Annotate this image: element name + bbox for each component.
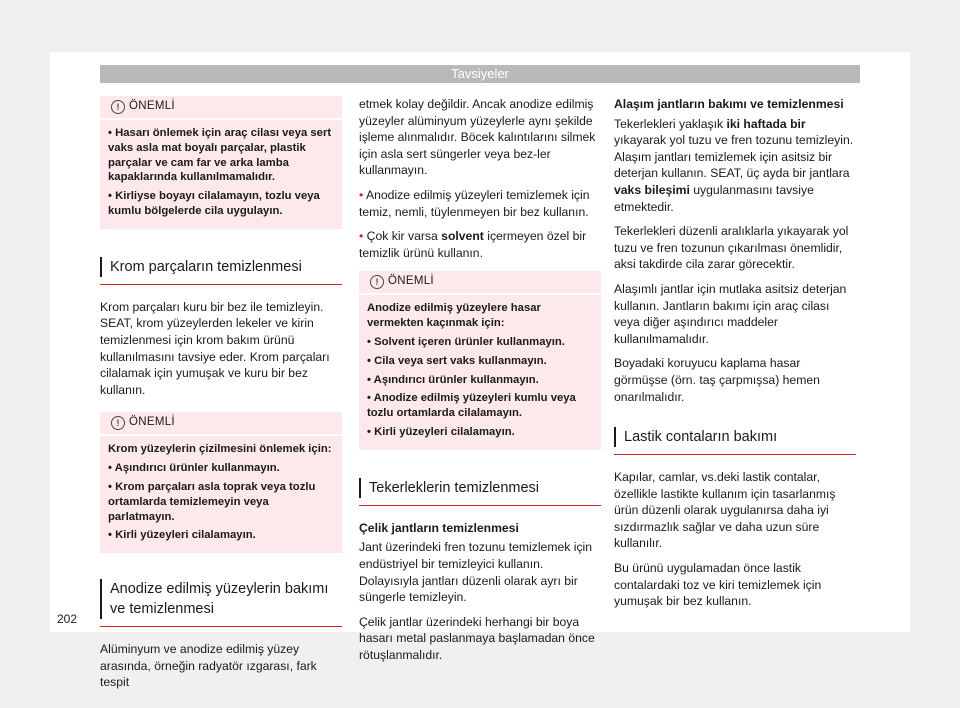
- list-item: • Çok kir varsa solvent içermeyen özel bir temizlik ürünü kullanın.: [359, 229, 587, 260]
- page-header: Tavsiyeler: [100, 65, 860, 83]
- section-title: Lastik contaların bakımı: [624, 429, 778, 446]
- paragraph: Boyadaki koruyucu kaplama hasar görmüşse (örn. taş çarpmışsa) hemen onarılmalıdır.: [614, 356, 820, 404]
- bullet-icon: •: [359, 229, 364, 244]
- note-item: • Kirli yüzeyleri cilalamayın.: [108, 529, 256, 542]
- note-title: ÖNEMLİ: [388, 275, 434, 288]
- section-title: Tekerleklerin temizlenmesi: [369, 479, 540, 496]
- paragraph: Alaşımlı jantlar için mutlaka asitsiz deterjan kullanın. Jantların bakımı için araç cilası veya diğer aşındırıcı maddeler kullanılmamalıdır.: [614, 281, 847, 346]
- list-item: • Anodize edilmiş yüzeyleri temizlemek için temiz, nemli, tüylenmeyen bir bez kullanın.: [359, 187, 590, 219]
- paragraph: Tekerlekleri yaklaşık iki haftada bir yıkayarak yol tuzu ve fren tozunu temizleyin. Alaşım jantları temizlemek için asitsiz bir deterjan kullanın. SEAT, üç ayda bir jantlara vaks bileşimi uygulanmasını tavsiye etmektedir.: [614, 116, 854, 214]
- bullet-icon: •: [359, 187, 364, 202]
- note-title: ÖNEMLİ: [129, 100, 175, 112]
- info-circle-icon: !: [111, 100, 125, 114]
- warning-note: [359, 271, 601, 449]
- warning-note: [100, 96, 342, 229]
- paragraph: Bu ürünü uygulamadan önce lastik contalardaki toz ve kiri temizlemek için yumuşak bir bez kullanın.: [614, 561, 822, 609]
- paragraph: Kapılar, camlar, vs.deki lastik contalar, özellikle lastikte kullanım için tasarlanmış ürün düzenli olarak uygulanırsa daha iyi sızdırmazlık sağlar ve daha uzun süre kullanılır.: [614, 470, 836, 551]
- note-item: • Aşındırıcı ürünler kullanmayın.: [367, 373, 539, 386]
- column-3: [614, 96, 856, 618]
- info-circle-icon: !: [370, 275, 384, 289]
- note-item: • Solvent içeren ürünler kullanmayın.: [367, 335, 565, 348]
- section-heading: [100, 579, 342, 627]
- page-number: 202: [57, 612, 78, 626]
- section-heading: [359, 478, 601, 506]
- paragraph: Jant üzerindeki fren tozunu temizlemek için endüstriyel bir temizleyici kullanın. Dolayısıyla jantları düzenli olarak ayrı bir süngerle temizleyin.: [359, 540, 593, 605]
- paragraph: Tekerlekleri düzenli aralıklarla yıkayarak yol tuzu ve fren tozunun çıkarılması önemlidir, aksi takdirde cila zarar görecektir.: [614, 224, 849, 272]
- column-2: [359, 96, 601, 671]
- note-item: Anodize edilmiş yüzeylere hasar vermekten kaçınmak için:: [367, 302, 541, 330]
- subheading: Alaşım jantların bakımı ve temizlenmesi: [614, 97, 844, 111]
- note-item: • Cila veya sert vaks kullanmayın.: [367, 354, 547, 367]
- note-item: • Krom parçaları asla toprak veya tozlu ortamlarda temizlemeyin veya parlatmayın.: [108, 480, 316, 523]
- note-item: • Kirliyse boyayı cilalamayın, tozlu veya kumlu bölgelerde cila uygulayın.: [108, 190, 320, 217]
- paragraph: Alüminyum ve anodize edilmiş yüzey arasında, örneğin radyatör ızgarası, fark tespit: [100, 642, 317, 690]
- note-title: ÖNEMLİ: [129, 416, 175, 429]
- note-item: • Anodize edilmiş yüzeyleri kumlu veya tozlu ortamlarda cilalamayın.: [367, 392, 576, 420]
- subheading: Çelik jantların temizlenmesi: [359, 520, 519, 535]
- column-1: [100, 96, 342, 699]
- paragraph: Krom parçaları kuru bir bez ile temizleyin. SEAT, krom yüzeylerden lekeler ve kirin temizlenmesi için krom bakım ürünü kullanılmasını tavsiye eder. Krom parçaları cilalamak için yumuşak ve kuru bir bez kullanın.: [100, 299, 330, 397]
- section-heading: [614, 427, 856, 455]
- section-title: Anodize edilmiş yüzeylerin bakımı ve temizlenmesi: [110, 581, 329, 618]
- paragraph: etmek kolay değildir. Ancak anodize edilmiş yüzeyler alüminyum yüzeylerle aynı şekilde işleme alınmalıdır. Böcek kalıntılarını silmek için asla sert süngerler veya bez-ler kullanmayın.: [359, 97, 596, 178]
- section-title: Krom parçaların temizlenmesi: [110, 258, 302, 275]
- note-item: Krom yüzeylerin çizilmesini önlemek için:: [108, 443, 332, 456]
- info-circle-icon: !: [111, 416, 125, 430]
- section-heading: [100, 257, 342, 285]
- paragraph: Çelik jantlar üzerindeki herhangi bir boya hasarı metal paslanmaya başlamadan önce rötuşlanmalıdır.: [359, 614, 595, 662]
- note-item: • Hasarı önlemek için araç cilası veya sert vaks asla mat boyalı parçalar, plastik parçalar ve cam far ve arka lamba kapaklarında kullanılmamalıdır.: [108, 127, 332, 184]
- warning-note: [100, 412, 342, 553]
- note-item: • Aşındırıcı ürünler kullanmayın.: [108, 462, 280, 475]
- note-item: • Kirli yüzeyleri cilalamayın.: [367, 425, 515, 438]
